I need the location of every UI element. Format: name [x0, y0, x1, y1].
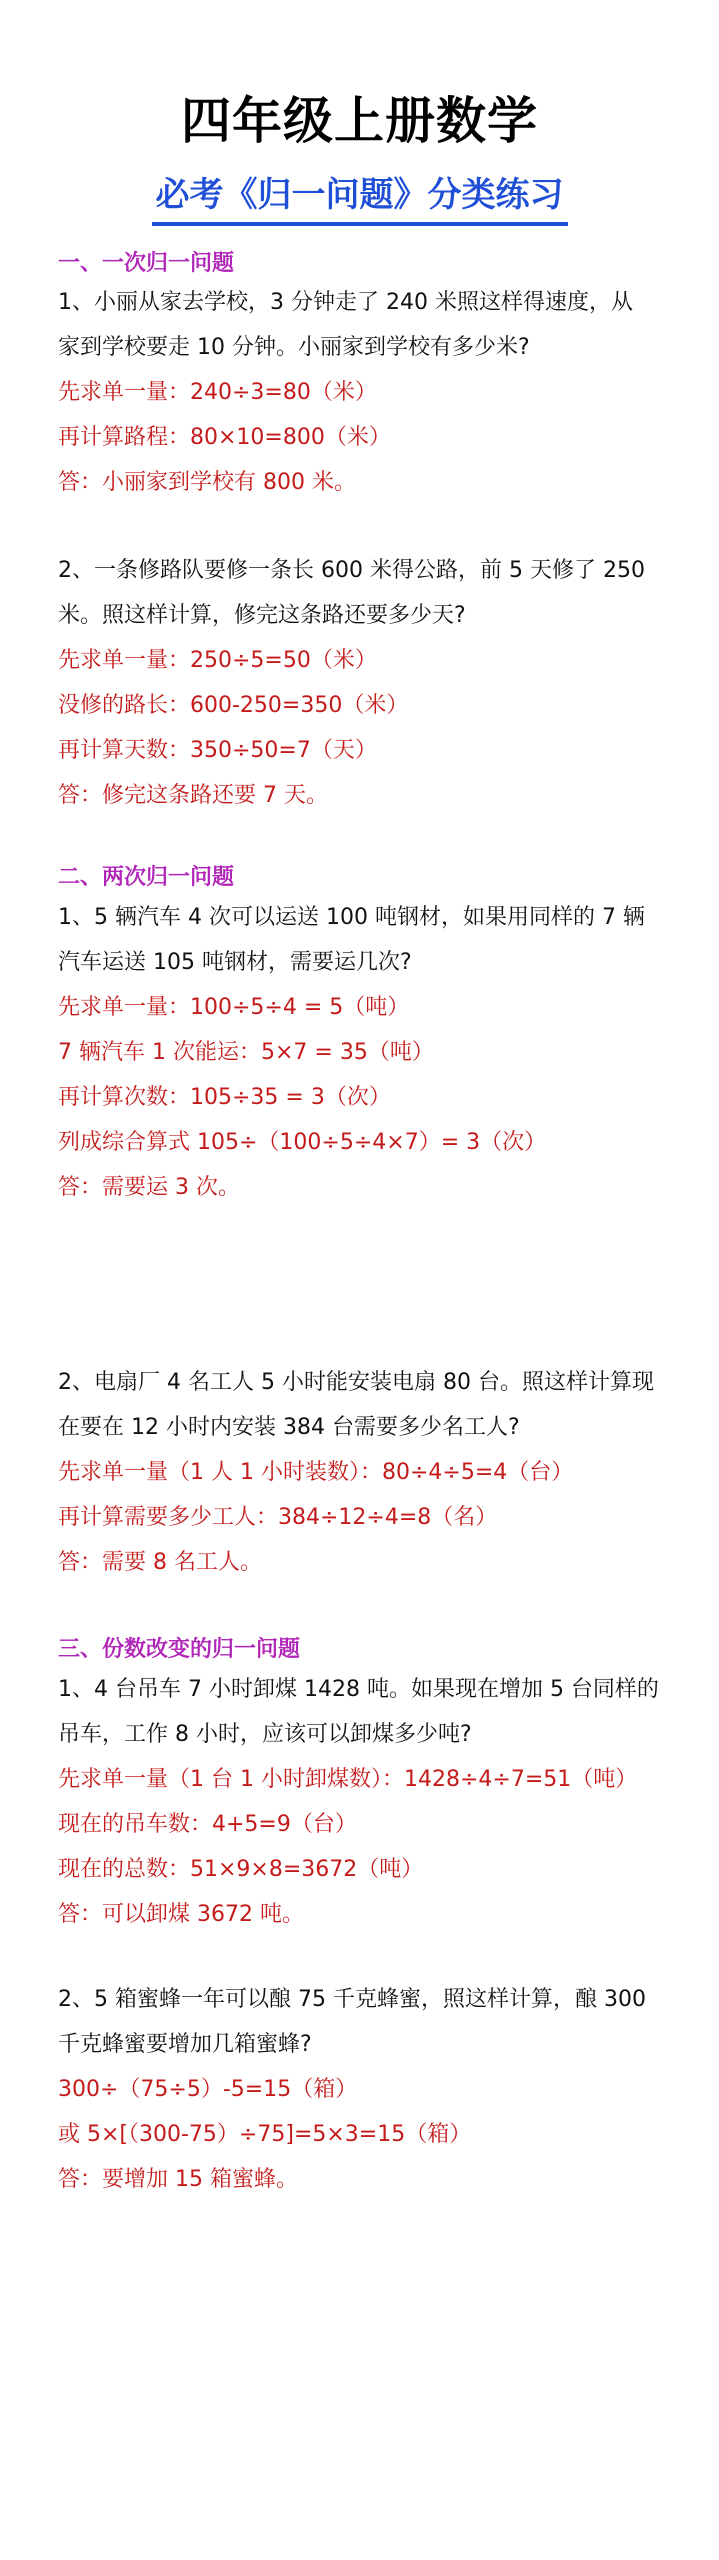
answer-line: 答：需要 8 名工人。: [58, 1550, 262, 1575]
answer-line: 先求单一量（1 人 1 小时装数）：80÷4÷5=4（台）: [58, 1460, 574, 1485]
section-heading: 三、份数改变的归一问题: [58, 1637, 301, 1662]
question-line: 汽车运送 105 吨钢材，需要运几次?: [58, 950, 412, 975]
page-subtitle: 必考《归一问题》分类练习: [152, 170, 568, 226]
question-line: 千克蜂蜜要增加几箱蜜蜂?: [58, 2032, 312, 2057]
answer-line: 现在的总数：51×9×8=3672（吨）: [58, 1857, 424, 1882]
answer-line: 答：可以卸煤 3672 吨。: [58, 1902, 304, 1927]
answer-line: 再计算需要多少工人：384÷12÷4=8（名）: [58, 1505, 498, 1530]
question-line: 1、小丽从家去学校，3 分钟走了 240 米照这样得速度，从: [58, 290, 633, 315]
question-line: 1、4 台吊车 7 小时卸煤 1428 吨。如果现在增加 5 台同样的: [58, 1677, 659, 1702]
answer-line: 再计算次数：105÷35 = 3（次）: [58, 1085, 391, 1110]
answer-line: 现在的吊车数：4+5=9（台）: [58, 1812, 357, 1837]
answer-line: 再计算路程：80×10=800（米）: [58, 425, 391, 450]
answer-line: 列成综合算式 105÷（100÷5÷4×7）= 3（次）: [58, 1130, 547, 1155]
answer-line: 先求单一量：250÷5=50（米）: [58, 648, 377, 673]
answer-line: 没修的路长：600-250=350（米）: [58, 693, 409, 718]
question-line: 在要在 12 小时内安装 384 台需要多少名工人?: [58, 1415, 520, 1440]
answer-line: 先求单一量（1 台 1 小时卸煤数）：1428÷4÷7=51（吨）: [58, 1767, 638, 1792]
question-line: 吊车，工作 8 小时，应该可以卸煤多少吨?: [58, 1722, 472, 1747]
answer-line: 或 5×[（300-75）÷75]=5×3=15（箱）: [58, 2122, 472, 2147]
question-line: 2、电扇厂 4 名工人 5 小时能安装电扇 80 台。照这样计算现: [58, 1370, 654, 1395]
subtitle-wrap: [0, 170, 719, 226]
question-line: 2、5 箱蜜蜂一年可以酿 75 千克蜂蜜，照这样计算，酿 300: [58, 1987, 646, 2012]
question-line: 1、5 辆汽车 4 次可以运送 100 吨钢材，如果用同样的 7 辆: [58, 905, 645, 930]
answer-line: 300÷（75÷5）-5=15（箱）: [58, 2077, 358, 2102]
question-line: 米。照这样计算，修完这条路还要多少天?: [58, 603, 466, 628]
answer-line: 答：小丽家到学校有 800 米。: [58, 470, 356, 495]
answer-line: 先求单一量：240÷3=80（米）: [58, 380, 377, 405]
page-title: 四年级上册数学: [181, 92, 538, 150]
section-heading: 一、一次归一问题: [58, 251, 235, 276]
answer-line: 答：需要运 3 次。: [58, 1175, 240, 1200]
answer-line: 再计算天数：350÷50=7（天）: [58, 738, 377, 763]
answer-line: 答：修完这条路还要 7 天。: [58, 783, 328, 808]
question-line: 家到学校要走 10 分钟。小丽家到学校有多少米?: [58, 335, 530, 360]
answer-line: 先求单一量：100÷5÷4 = 5（吨）: [58, 995, 410, 1020]
question-line: 2、一条修路队要修一条长 600 米得公路，前 5 天修了 250: [58, 558, 645, 583]
answer-line: 7 辆汽车 1 次能运：5×7 = 35（吨）: [58, 1040, 434, 1065]
section-heading: 二、两次归一问题: [58, 865, 235, 890]
answer-line: 答：要增加 15 箱蜜蜂。: [58, 2167, 298, 2192]
